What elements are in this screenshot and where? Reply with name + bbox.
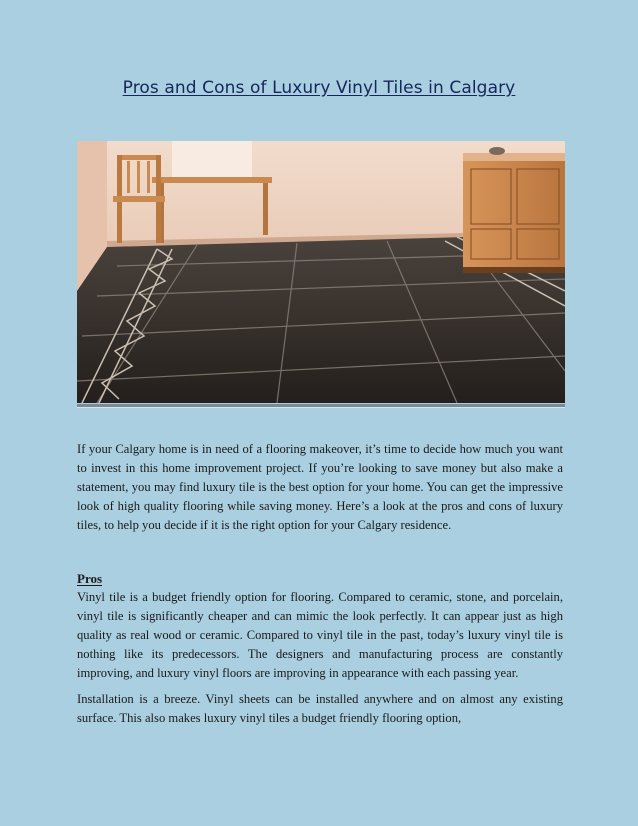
photo-divider	[77, 404, 565, 408]
document-title: Pros and Cons of Luxury Vinyl Tiles in Calgary	[122, 78, 516, 98]
pros-paragraph-1: Vinyl tile is a budget friendly option for flooring. Compared to ceramic, stone, and porcelain, vinyl tile is significantly cheaper and can mimic the look perfectly. It can appear just as high quality as real wood or ceramic. Compared to vinyl tile in the past, today’s luxury vinyl tile is nothing like its predecessors. The designers and manufacturing process are constantly improving, and luxury vinyl floors are improving in appearance with each passing year.	[77, 590, 563, 680]
hero-photo-vinyl-tile-kitchen	[77, 141, 565, 403]
pros-heading: Pros	[77, 571, 103, 586]
intro-paragraph: If your Calgary home is in need of a flooring makeover, it’s time to decide how much you want to invest in this home improvement project. If you’re looking to save money but also make a statement, you may find luxury tile is the best option for your home. You can get the impressive look of high quality flooring while saving money. Here’s a look at the pros and cons of luxury tiles, to help you decide if it is the right option for your Calgary residence.	[77, 442, 563, 532]
article-body	[77, 440, 563, 728]
pros-paragraph-2: Installation is a breeze. Vinyl sheets can be installed anywhere and on almost any existing surface. This also makes luxury vinyl tiles a budget friendly flooring option,	[77, 692, 563, 725]
